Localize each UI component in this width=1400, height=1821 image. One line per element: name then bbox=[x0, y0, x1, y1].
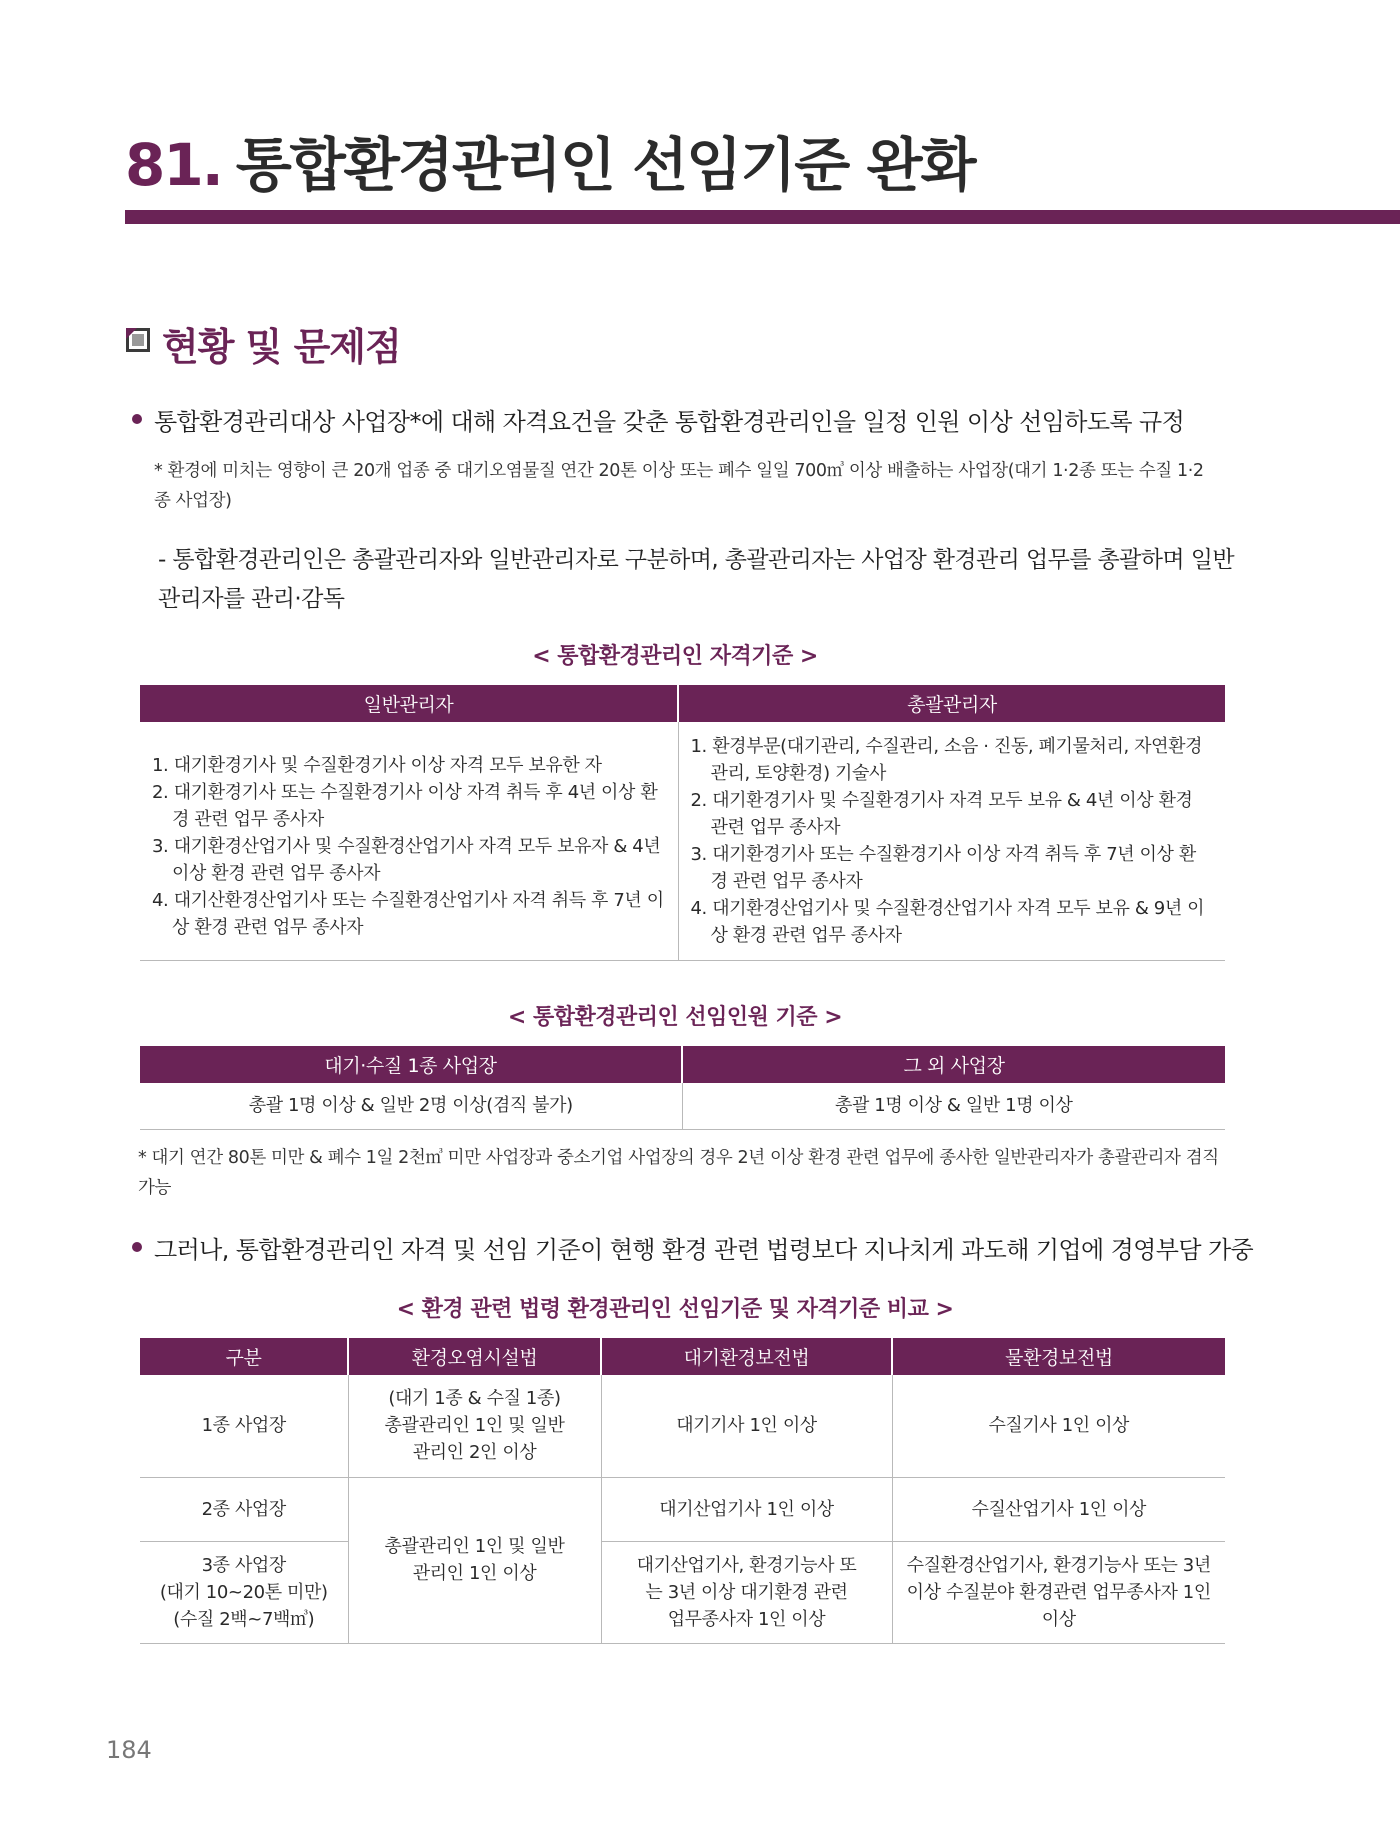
section-title: 현황 및 문제점 bbox=[162, 325, 401, 369]
comparison-table bbox=[140, 1338, 1225, 1644]
chief-item-1: 1. 환경부문(대기관리, 수질관리, 소음 · 진동, 폐기물처리, 자연환경관리, 토양환경) 기술사 bbox=[690, 735, 1203, 784]
header-general-manager: 일반관리자 bbox=[140, 685, 678, 722]
row-class3-water-range: (수질 2백~7백㎥) bbox=[173, 1608, 315, 1630]
row-class1-label: 1종 사업장 bbox=[140, 1375, 348, 1477]
row-class3-title: 3종 사업장 bbox=[201, 1554, 286, 1576]
row-class3-air-range: (대기 10~20톤 미만) bbox=[159, 1581, 328, 1603]
general-item-3: 3. 대기환경산업기사 및 수질환경산업기사 자격 모두 보유자 & 4년 이상 환경 관련 업무 종사자 bbox=[152, 836, 661, 885]
bullet-burden bbox=[132, 1230, 1253, 1265]
row-class3-air: 대기산업기사, 환경기능사 또는 3년 이상 대기환경 관련 업무종사자 1인 이상 bbox=[601, 1541, 892, 1643]
class1-staffing: 총괄 1명 이상 & 일반 2명 이상(겸직 불가) bbox=[140, 1083, 682, 1129]
title-text: 통합환경관리인 선임기준 완화 bbox=[235, 131, 975, 199]
general-manager-cell bbox=[140, 722, 678, 960]
header-class1-site: 대기·수질 1종 사업장 bbox=[140, 1046, 682, 1083]
staffing-table bbox=[140, 1046, 1225, 1130]
section-square-icon bbox=[126, 328, 150, 352]
header-pollution-act: 환경오염시설법 bbox=[348, 1338, 601, 1375]
header-other-site: 그 외 사업장 bbox=[682, 1046, 1225, 1083]
table2-caption: < 통합환경관리인 선임인원 기준 > bbox=[507, 1005, 843, 1030]
title-rule bbox=[125, 210, 1400, 224]
footnote-facilities: * 환경에 미치는 영향이 큰 20개 업종 중 대기오염물질 연간 20톤 이상 또는 폐수 일일 700㎥ 이상 배출하는 사업장(대기 1·2종 또는 수질 1·2종 사업장) bbox=[154, 461, 1204, 511]
chief-manager-cell bbox=[678, 722, 1225, 960]
row-class1-pollution: (대기 1종 & 수질 1종) 총괄관리인 1인 및 일반관리인 2인 이상 bbox=[348, 1375, 601, 1477]
footnote-exception: * 대기 연간 80톤 미만 & 폐수 1일 2천㎥ 미만 사업장과 중소기업 사업장의 경우 2년 이상 환경 관련 업무에 종사한 일반관리자가 총괄관리자 겸직 가능 bbox=[138, 1148, 1219, 1198]
qualification-table bbox=[140, 685, 1225, 961]
row-class2-water: 수질산업기사 1인 이상 bbox=[892, 1477, 1225, 1541]
table1-caption: < 통합환경관리인 자격기준 > bbox=[532, 644, 818, 669]
header-water-act: 물환경보전법 bbox=[892, 1338, 1225, 1375]
manager-description: - 통합환경관리인은 총괄관리자와 일반관리자로 구분하며, 총괄관리자는 사업장 환경관리 업무를 총괄하며 일반관리자를 관리·감독 bbox=[158, 547, 1234, 612]
general-item-4: 4. 대기산환경산업기사 또는 수질환경산업기사 자격 취득 후 7년 이상 환경 관련 업무 종사자 bbox=[152, 890, 664, 939]
chief-item-2: 2. 대기환경기사 및 수질환경기사 자격 모두 보유 & 4년 이상 환경 관련 업무 종사자 bbox=[690, 789, 1193, 838]
row-class1-air: 대기기사 1인 이상 bbox=[601, 1375, 892, 1477]
title-number: 81. bbox=[125, 131, 222, 199]
header-air-act: 대기환경보전법 bbox=[601, 1338, 892, 1375]
row-class3-label bbox=[140, 1541, 348, 1643]
header-chief-manager: 총괄관리자 bbox=[678, 685, 1225, 722]
header-category: 구분 bbox=[140, 1338, 348, 1375]
bullet-requirement bbox=[132, 402, 1184, 437]
row-class1-water: 수질기사 1인 이상 bbox=[892, 1375, 1225, 1477]
bullet-requirement-text: 통합환경관리대상 사업장*에 대해 자격요건을 갖춘 통합환경관리인을 일정 인원 이상 선임하도록 규정 bbox=[154, 408, 1185, 436]
general-item-1: 1. 대기환경기사 및 수질환경기사 이상 자격 모두 보유한 자 bbox=[152, 755, 602, 777]
page-number: 184 bbox=[106, 1736, 152, 1764]
page-title bbox=[125, 118, 975, 202]
bullet-burden-text: 그러나, 통합환경관리인 자격 및 선임 기준이 현행 환경 관련 법령보다 지나치게 과도해 기업에 경영부담 가중 bbox=[154, 1236, 1254, 1264]
row-class2-air: 대기산업기사 1인 이상 bbox=[601, 1477, 892, 1541]
row-class2-label: 2종 사업장 bbox=[140, 1477, 348, 1541]
chief-item-4: 4. 대기환경산업기사 및 수질환경산업기사 자격 모두 보유 & 9년 이상 환경 관련 업무 종사자 bbox=[690, 897, 1205, 946]
chief-item-3: 3. 대기환경기사 또는 수질환경기사 이상 자격 취득 후 7년 이상 환경 관련 업무 종사자 bbox=[690, 843, 1196, 892]
general-item-2: 2. 대기환경기사 또는 수질환경기사 이상 자격 취득 후 4년 이상 환경 관련 업무 종사자 bbox=[152, 782, 658, 831]
other-staffing: 총괄 1명 이상 & 일반 1명 이상 bbox=[682, 1083, 1225, 1129]
table3-caption: < 환경 관련 법령 환경관리인 선임기준 및 자격기준 비교 > bbox=[396, 1297, 954, 1322]
row-class3-water: 수질환경산업기사, 환경기능사 또는 3년 이상 수질분야 환경관련 업무종사자 1인 이상 bbox=[892, 1541, 1225, 1643]
row-class23-pollution: 총괄관리인 1인 및 일반관리인 1인 이상 bbox=[348, 1477, 601, 1643]
